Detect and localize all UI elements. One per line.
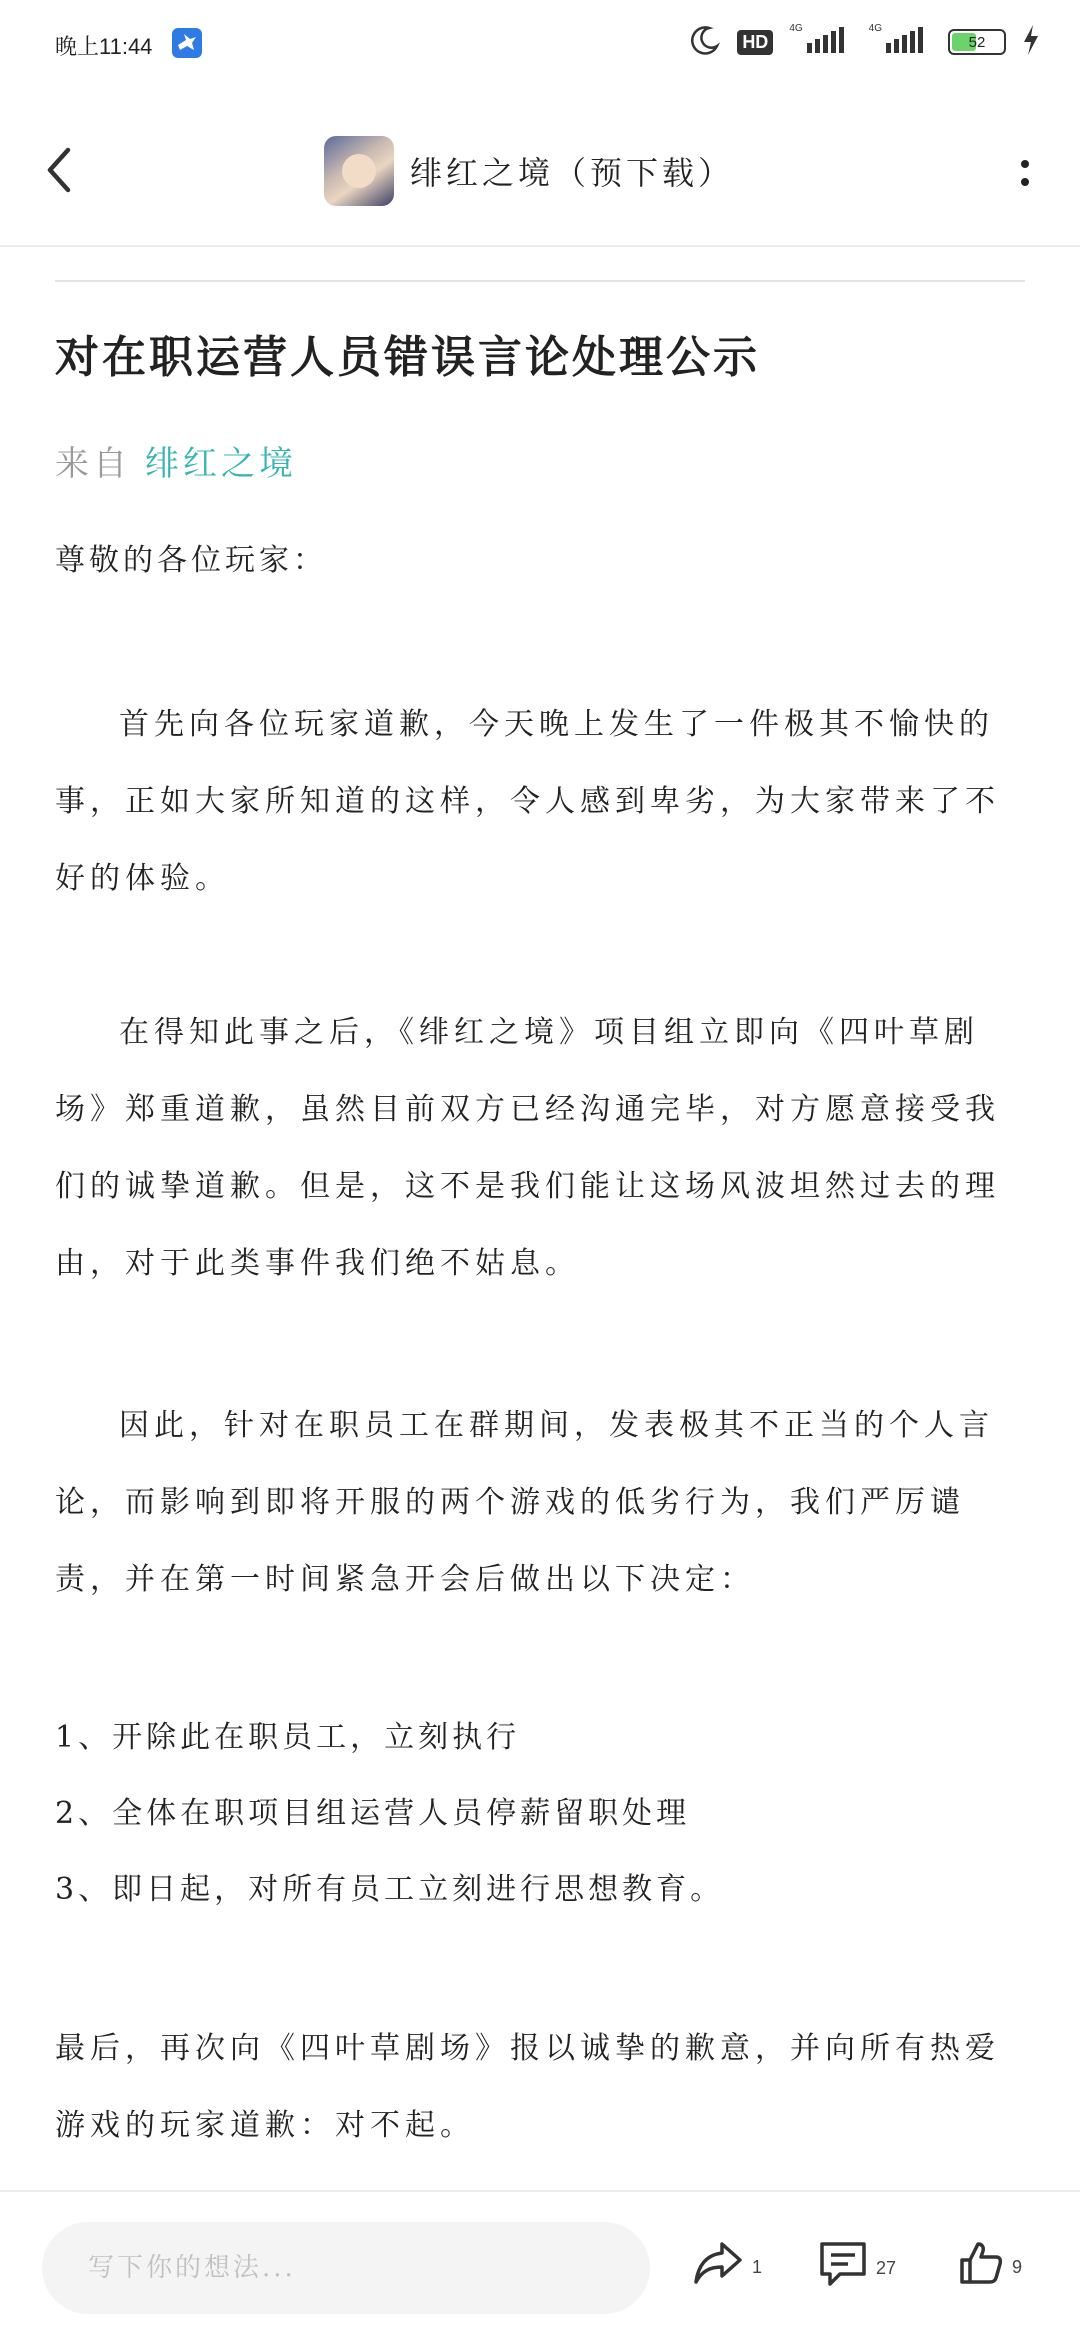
comment-icon: [818, 2240, 868, 2288]
battery-level: 52: [968, 33, 986, 51]
signal-icon: [886, 27, 932, 57]
moon-icon: [689, 24, 721, 60]
network-label-2: 4G: [868, 22, 882, 34]
like-button[interactable]: [958, 2240, 1022, 2286]
status-right: [689, 24, 1040, 60]
article-source: [55, 440, 1025, 488]
hd-badge: HD: [737, 30, 773, 55]
bird-app-icon: [172, 28, 202, 62]
page-title: 绯红之境（预下载）: [410, 154, 735, 192]
game-avatar[interactable]: [324, 136, 394, 206]
comment-count: 27: [876, 2257, 897, 2278]
paragraph-4: 最后，再次向《四叶草剧场》报以诚挚的歉意，并向所有热爱游戏的玩家道歉：对不起。: [55, 2031, 1000, 2143]
comment-input[interactable]: [42, 2222, 650, 2314]
more-options-button[interactable]: [1010, 148, 1040, 198]
article-title: 对在职运营人员错误言论处理公示: [55, 332, 760, 383]
signal-icon: [807, 27, 853, 57]
like-count: 9: [1012, 2256, 1023, 2277]
header-center[interactable]: [324, 136, 734, 206]
app-header: [0, 100, 1080, 247]
charging-icon: [1022, 25, 1040, 59]
share-button[interactable]: [692, 2240, 762, 2286]
chevron-left-icon: [40, 140, 80, 200]
network-label-1: 4G: [789, 22, 803, 34]
comment-button[interactable]: [818, 2240, 896, 2288]
decision-item: 2、全体在职项目组运营人员停薪留职处理: [55, 1796, 691, 1831]
status-time: 晚上11:44: [55, 33, 153, 59]
decision-item: 3、即日起，对所有员工立刻进行思想教育。: [55, 1872, 725, 1907]
back-button[interactable]: [40, 140, 90, 200]
paragraph-2: 在得知此事之后，《绯红之境》项目组立即向《四叶草剧场》郑重道歉，虽然目前双方已经沟通完毕，对方愿意接受我们的诚挚道歉。但是，这不是我们能让这场风波坦然过去的理由，对于此类事件我们绝不姑息。: [55, 1015, 1000, 1281]
status-left: [55, 28, 202, 62]
bottom-action-bar: [0, 2190, 1080, 2342]
source-label: 来自: [55, 444, 131, 484]
thumbs-up-icon: [958, 2240, 1004, 2286]
more-dot-icon: [1021, 160, 1029, 168]
share-icon: [692, 2240, 744, 2286]
status-bar: [0, 0, 1080, 90]
paragraph-3: 因此，针对在职员工在群期间，发表极其不正当的个人言论，而影响到即将开服的两个游戏的低劣行为，我们严厉谴责，并在第一时间紧急开会后做出以下决定：: [55, 1408, 994, 1597]
share-count: 1: [752, 2256, 763, 2277]
greeting: 尊敬的各位玩家：: [55, 543, 327, 578]
more-dot-icon: [1021, 178, 1029, 186]
paragraph-1: 首先向各位玩家道歉，今天晚上发生了一件极其不愉快的事，正如大家所知道的这样，令人感到卑劣，为大家带来了不好的体验。: [55, 707, 1000, 896]
source-link[interactable]: 绯红之境: [145, 444, 297, 484]
article-content: [55, 310, 1025, 2245]
decision-list: [55, 1700, 1025, 1928]
decision-item: 1、开除此在职员工，立刻执行: [55, 1720, 521, 1755]
battery-indicator: [948, 29, 1006, 55]
content-divider: [55, 280, 1025, 282]
